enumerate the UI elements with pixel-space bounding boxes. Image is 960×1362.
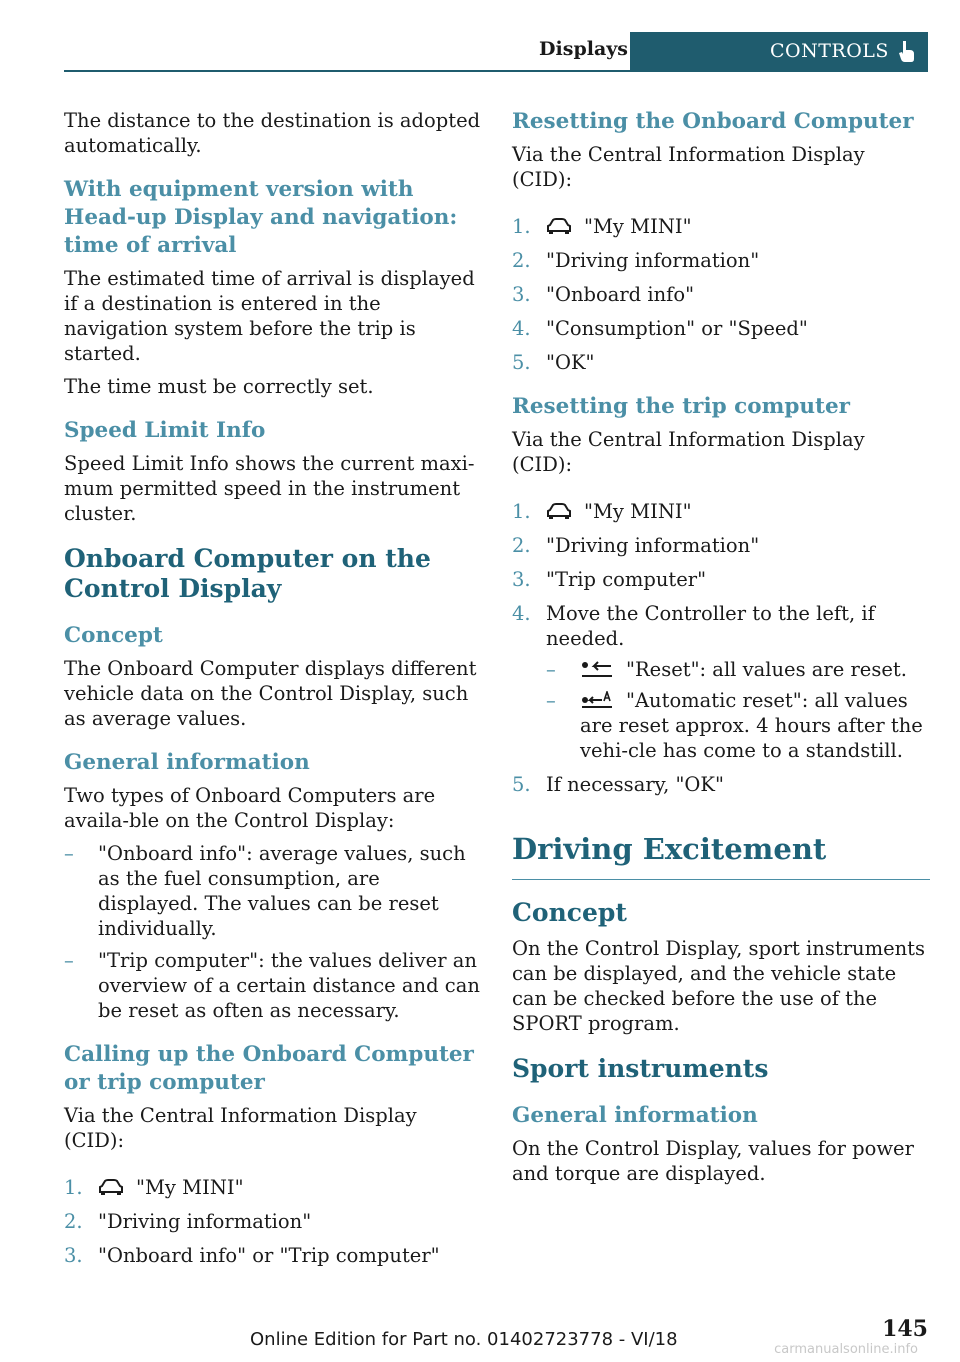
reset-icon	[580, 660, 614, 678]
intro-text: The distance to the destination is adopted automatically.	[64, 109, 481, 157]
reset-options-list	[546, 657, 930, 763]
chapter-band	[630, 32, 928, 70]
reset-trip-steps	[512, 499, 930, 797]
car-icon	[546, 217, 572, 235]
heading-onboard-computer: Onboard Computer on the Control Display	[64, 544, 431, 603]
list-item: – "Automatic reset": all values are reset approx. 4 hours after the vehi-cle has come to a standstill.	[546, 689, 923, 762]
dash-bullet: –	[64, 842, 74, 865]
calling-text: Via the Central Information Display (CID):	[64, 1104, 417, 1152]
section-title: Displays	[539, 38, 628, 60]
heading-resetting-onboard-computer: Resetting the Onboard Computer	[512, 109, 914, 134]
heading-general-information-sport: General information	[512, 1103, 758, 1128]
list-item: 4. Move the Controller to the left, if needed. – "Reset": all values are reset. – "Automatic reset": all values are reset approx. 4 hours after the vehi-cle has come to a standstill.	[512, 601, 930, 763]
list-item: 3. "Onboard info"	[512, 283, 695, 306]
car-icon	[546, 502, 572, 520]
dash-bullet: –	[546, 658, 556, 681]
reset-obc-steps	[512, 214, 930, 375]
list-item: – "Reset": all values are reset.	[546, 658, 907, 681]
speed-limit-text: Speed Limit Info shows the current maxi-mum permitted speed in the instrument cluster.	[64, 452, 475, 525]
footer-edition: Online Edition for Part no. 01402723778 - VI/18	[250, 1329, 678, 1350]
heading-sport-instruments: Sport instruments	[512, 1054, 769, 1083]
sport-general-text: On the Control Display, values for power and torque are displayed.	[512, 1137, 914, 1185]
general-text: Two types of Onboard Computers are availa-ble on the Control Display:	[64, 784, 436, 832]
heading-concept-driving: Concept	[512, 898, 627, 927]
heading-concept: Concept	[64, 623, 163, 648]
list-item: 3. "Onboard info" or "Trip computer"	[64, 1244, 440, 1267]
heading-calling-up: Calling up the Onboard Computer or trip computer	[64, 1042, 474, 1095]
list-item: 1. "My MINI"	[512, 500, 692, 523]
automatic-reset-icon	[580, 691, 614, 709]
page-number: 145	[882, 1316, 928, 1342]
list-item: 2. "Driving information"	[512, 249, 760, 272]
list-item: 1. "My MINI"	[512, 215, 692, 238]
reset-trip-text: Via the Central Information Display (CID):	[512, 428, 865, 476]
list-item: 2. "Driving information"	[64, 1210, 312, 1233]
onboard-types-list	[64, 841, 482, 1023]
headup-text-2: The time must be correctly set.	[64, 375, 374, 398]
calling-steps	[64, 1175, 482, 1268]
heading-driving-excitement: Driving Excitement	[512, 831, 930, 880]
right-column	[512, 108, 930, 1194]
list-item: 5. If necessary, "OK"	[512, 773, 724, 796]
heading-general-information: General information	[64, 750, 310, 775]
list-item: – "Onboard info": average values, such as the fuel consumption, are displayed. The values can be reset individually.	[64, 842, 466, 940]
driving-concept-text: On the Control Display, sport instruments can be displayed, and the vehicle state can be checked before the use of the SPORT program.	[512, 937, 926, 1035]
reset-obc-text: Via the Central Information Display (CID):	[512, 143, 865, 191]
list-item: 1. "My MINI"	[64, 1176, 244, 1199]
heading-headup-display: With equipment version with Head-up Display and navigation: time of arrival	[64, 177, 458, 258]
heading-resetting-trip-computer: Resetting the trip computer	[512, 394, 850, 419]
car-icon	[98, 1178, 124, 1196]
watermark: carmanualsonline.info	[774, 1342, 918, 1357]
dash-bullet: –	[64, 949, 74, 972]
chapter-title: CONTROLS	[770, 40, 889, 62]
page-header	[64, 32, 928, 72]
pointing-hand-icon	[896, 39, 918, 63]
dash-bullet: –	[546, 689, 556, 712]
list-item: 4. "Consumption" or "Speed"	[512, 317, 808, 340]
list-item: 2. "Driving information"	[512, 534, 760, 557]
headup-text-1: The estimated time of arrival is displayed if a destination is entered in the navigation system before the trip is started.	[64, 267, 475, 365]
concept-text: The Onboard Computer displays different vehicle data on the Control Display, such as average values.	[64, 657, 477, 730]
list-item: – "Trip computer": the values deliver an overview of a certain distance and can be reset as often as necessary.	[64, 949, 480, 1022]
list-item: 3. "Trip computer"	[512, 568, 707, 591]
heading-speed-limit-info: Speed Limit Info	[64, 418, 266, 443]
left-column	[64, 108, 482, 1277]
list-item: 5. "OK"	[512, 351, 595, 374]
